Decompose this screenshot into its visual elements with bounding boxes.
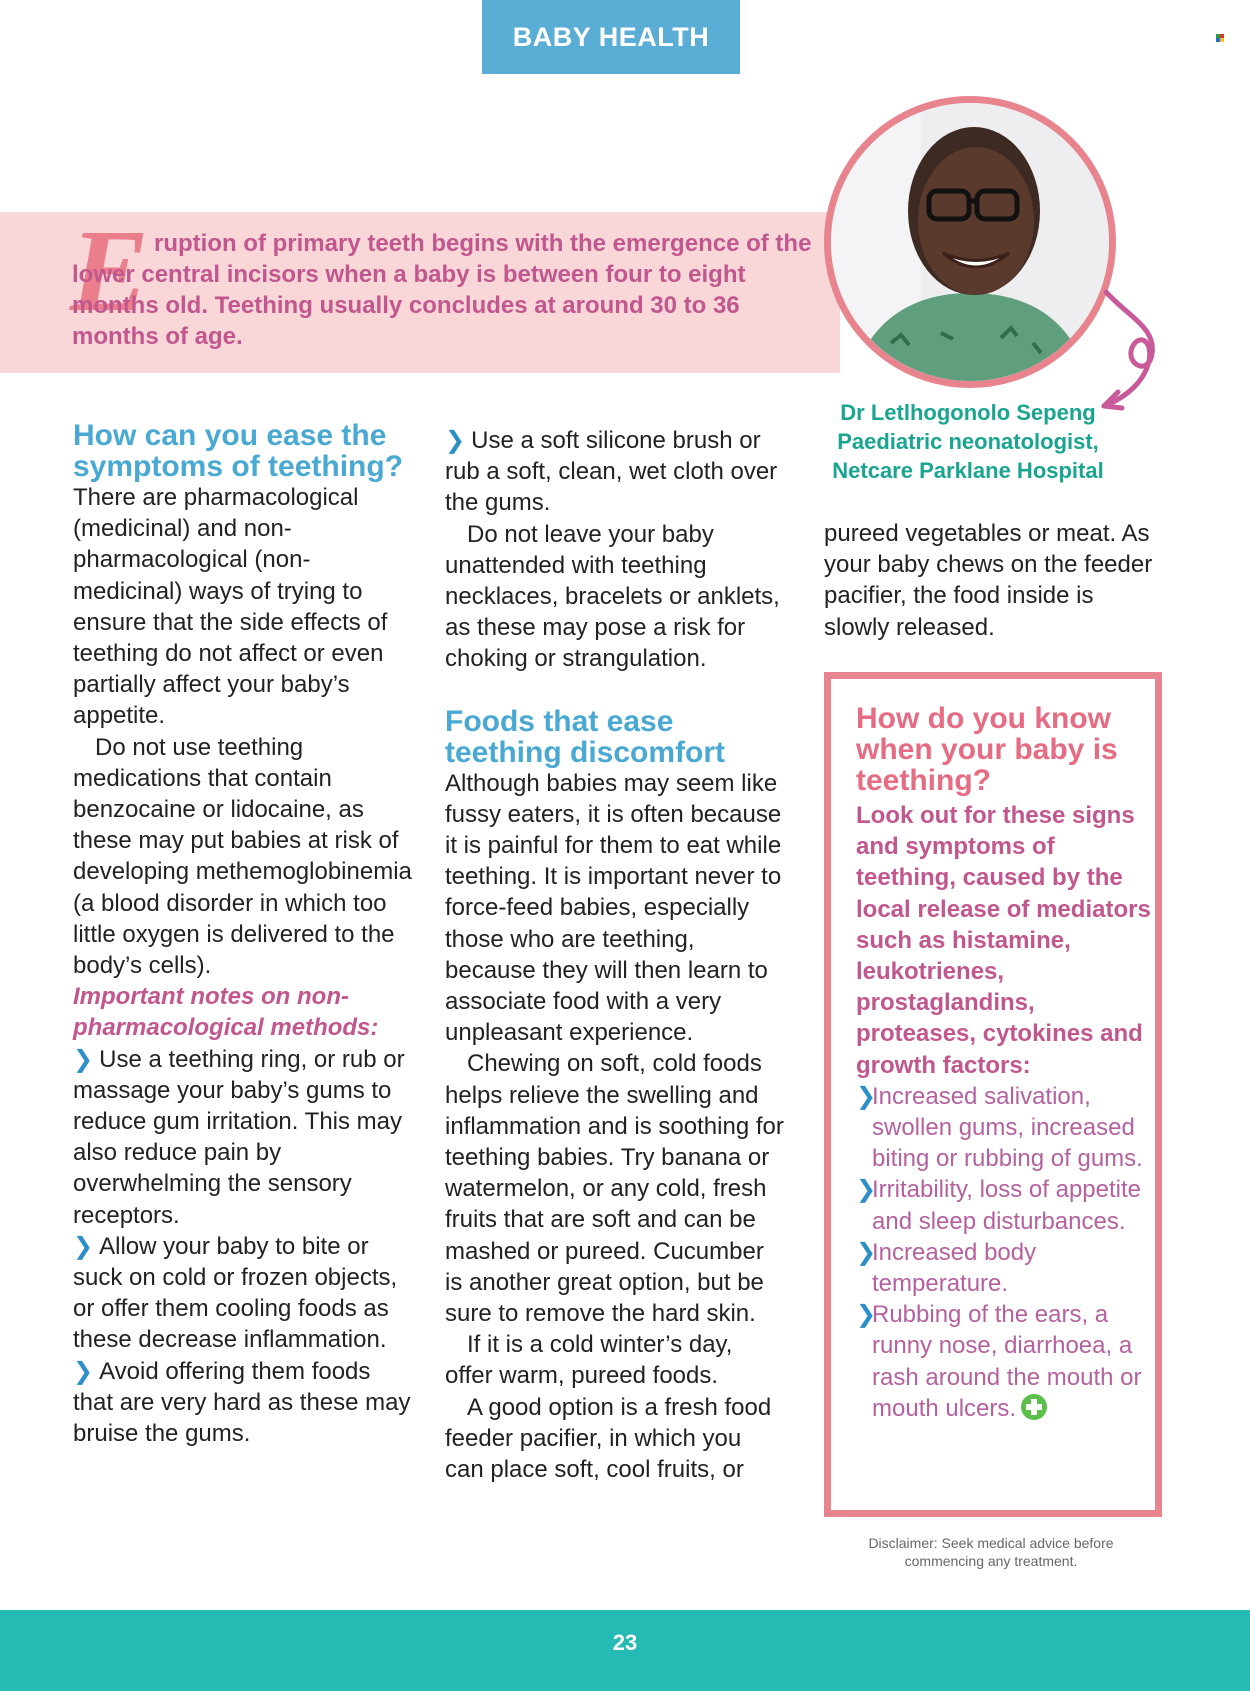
symptoms-box <box>824 672 1162 1517</box>
symptom-item <box>856 1299 1155 1424</box>
chevron-right-icon: ❯ <box>856 1082 877 1110</box>
section2-para3: If it is a cold winter’s day, offer warm, pureed foods. <box>445 1331 733 1390</box>
symptom-item <box>856 1237 1155 1299</box>
section3-para: pureed vegetables or meat. As your baby chews on the feeder pacifier, the food inside is slowly released. <box>824 520 1153 641</box>
expert-portrait <box>824 96 1116 388</box>
section2-para1: Although babies may seem like fussy eaters, it is often because it is painful for them to eat while teething. It is important never to force-feed babies, especially those who are teething, because they will then learn to associate food with a very unpleasant experience. <box>445 769 782 1047</box>
symptom-text: Increased body temperature. <box>872 1238 1037 1298</box>
symptom-text: Irritability, loss of appetite and sleep disturbances. <box>872 1176 1142 1235</box>
chevron-right-icon: ❯ <box>73 1232 94 1260</box>
plus-circle-icon <box>1020 1393 1048 1421</box>
bullet-text: Use a teething ring, or rub or massage your baby’s gums to reduce gum irritation. This may also reduce pain by overwhelming the sensory receptors. <box>73 1045 405 1229</box>
section2-para4: A good option is a fresh food feeder pacifier, in which you can place soft, cool fruits, or <box>445 1393 772 1484</box>
disclaimer: Disclaimer: Seek medical advice before commencing any treatment. <box>868 1535 1114 1569</box>
corner-logo-icon <box>1216 34 1225 42</box>
chevron-right-icon: ❯ <box>856 1238 877 1266</box>
section2-para2: Chewing on soft, cold foods helps relieve the swelling and inflammation and is soothing for teething babies. Try banana or watermelon, or any cold, fresh fruits that are soft and can be mashed or pureed. Cucumber is another great option, but be sure to remove the hard skin. <box>445 1050 784 1328</box>
necklace-warning: Do not leave your baby unattended with teething necklaces, bracelets or anklets, as these may pose a risk for choking or strangulation. <box>445 520 780 673</box>
drop-cap: E <box>70 205 149 336</box>
symptom-text: Rubbing of the ears, a runny nose, diarrhoea, a rash around the mouth or mouth ulcers. <box>872 1301 1142 1422</box>
bullet-text: Allow your baby to bite or suck on cold or frozen objects, or offer them cooling foods as these decrease inflammation. <box>73 1232 398 1354</box>
symptom-text: Increased salivation, swollen gums, increased biting or rubbing of gums. <box>872 1082 1143 1173</box>
portrait-illustration <box>831 103 1109 381</box>
expert-role: Paediatric neonatologist, <box>837 429 1099 454</box>
bullet-text: Avoid offering them foods that are very hard as these may bruise the gums. <box>73 1357 411 1448</box>
column-3 <box>824 518 1164 643</box>
symptom-list <box>856 1081 1155 1424</box>
chevron-right-icon: ❯ <box>73 1357 94 1385</box>
section1-para2: Do not use teething medications that contain benzocaine or lidocaine, as these may put babies at risk of developing methemoglobinemia (a blood disorder in which too little oxygen is delivered to the body’s cells). <box>73 733 412 980</box>
symptom-item <box>856 1174 1155 1236</box>
section-tab <box>482 0 740 74</box>
expert-name: Dr Letlhogonolo Sepeng <box>840 400 1096 425</box>
chevron-right-icon: ❯ <box>856 1176 877 1204</box>
expert-org: Netcare Parklane Hospital <box>832 458 1104 483</box>
column-2 <box>445 425 785 1485</box>
expert-caption <box>812 398 1124 485</box>
section1-heading: How can you ease the symptoms of teething? <box>73 419 404 483</box>
box-heading: How do you know when your baby is teething? <box>856 702 1118 797</box>
section1-para1: There are pharmacological (medicinal) and non-pharmacological (non-medicinal) ways of trying to ensure that the side effects of teething do not affect or even partially affect your baby’s appetite. <box>73 484 388 730</box>
bullet-item <box>73 1231 413 1356</box>
bullet-item <box>445 425 785 519</box>
bullet-item <box>73 1044 413 1231</box>
symptom-item <box>856 1081 1155 1175</box>
bullet-text: Use a soft silicone brush or rub a soft, clean, wet cloth over the gums. <box>445 427 778 517</box>
bullet-item <box>73 1356 413 1450</box>
column-1 <box>73 420 413 1449</box>
section-label: BABY HEALTH <box>512 21 710 52</box>
chevron-right-icon: ❯ <box>856 1301 877 1329</box>
notes-heading: Important notes on non-pharmacological methods: <box>73 983 379 1042</box>
intro-text: ruption of primary teeth begins with the emergence of the lower central incisors when a baby is between four to eight months old. Teething usually concludes at around 30 to 36 months of age. <box>72 230 812 350</box>
section2-heading: Foods that ease teething discomfort <box>445 704 726 769</box>
chevron-right-icon: ❯ <box>445 427 466 454</box>
box-lead: Look out for these signs and symptoms of teething, caused by the local release of mediators such as histamine, leukotrienes, prostaglandins, proteases, cytokines and growth factors: <box>856 802 1151 1079</box>
page-number: 23 <box>612 1630 638 1655</box>
chevron-right-icon: ❯ <box>73 1045 94 1073</box>
